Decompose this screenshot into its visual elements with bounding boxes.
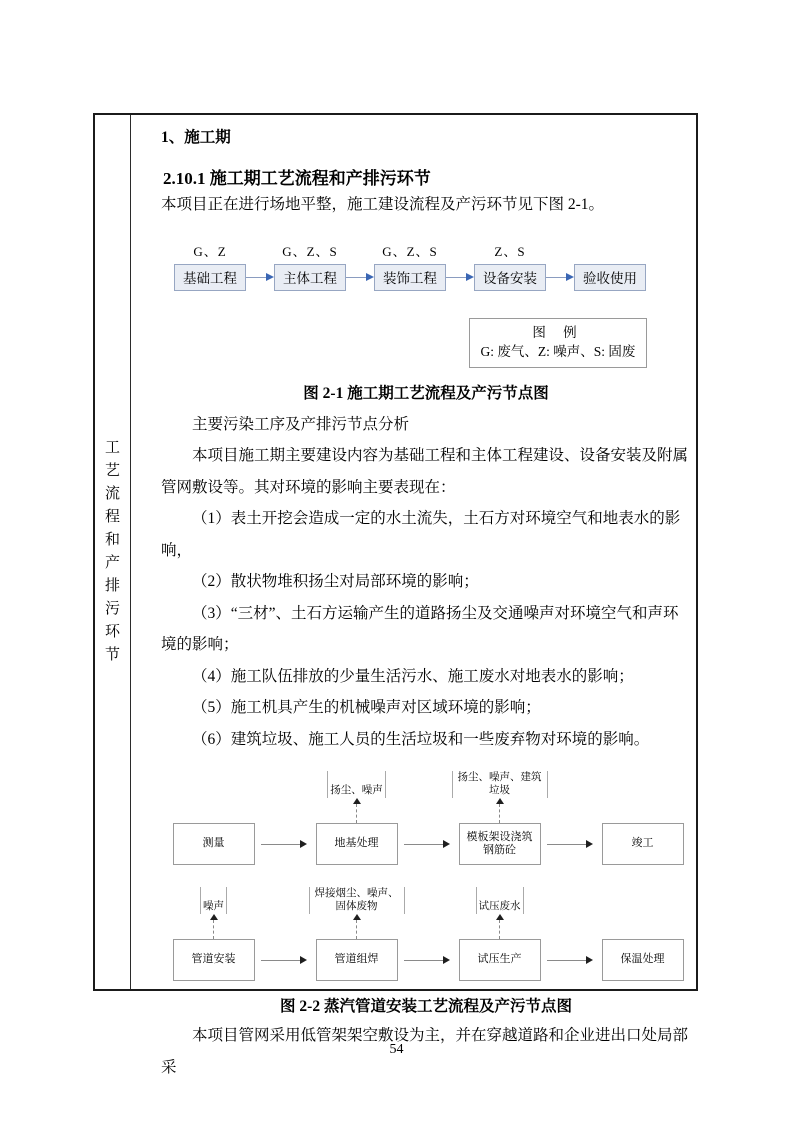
emission-code-label: G、Z、S bbox=[382, 243, 438, 259]
flow-stage bbox=[308, 771, 405, 865]
flow-arrow-icon bbox=[548, 823, 594, 865]
list-item-5: （5）施工机具产生的机械噪声对区域环境的影响； bbox=[192, 699, 541, 716]
body-paragraph: 本项目施工期主要建设内容为基础工程和主体工程建设、设备安装及附属管网敷设等。其对环境的影响主要表现在： bbox=[161, 447, 689, 496]
row-header-vertical-label: 工艺流程和产排污环节 bbox=[104, 440, 120, 663]
flow-arrow-icon bbox=[346, 241, 374, 291]
flow-arrow-icon bbox=[405, 939, 451, 981]
process-box: 保温处理 bbox=[602, 939, 684, 981]
emission-label: 扬尘、噪声、建筑垃圾 bbox=[452, 771, 548, 798]
flow-stage bbox=[308, 887, 405, 981]
process-box: 主体工程 bbox=[274, 264, 346, 291]
list-item-4: （4）施工队伍排放的少量生活污水、施工废水对地表水的影响； bbox=[192, 667, 634, 685]
dashed-up-arrow-icon bbox=[353, 914, 361, 939]
analysis-title: 主要污染工序及产排污节点分析 bbox=[192, 415, 410, 433]
flow-stage bbox=[174, 241, 246, 291]
list-item-6: （6）建筑垃圾、施工人员的生活垃圾和一些废弃物对环境的影响。 bbox=[192, 730, 650, 748]
emission-label: 焊接烟尘、噪声、固体废物 bbox=[309, 887, 405, 914]
section-heading: 1、施工期 bbox=[161, 129, 231, 146]
flow-stage bbox=[274, 241, 346, 291]
legend-body: G: 废气、Z: 噪声、S: 固废 bbox=[480, 343, 636, 359]
page-number: 54 bbox=[389, 1042, 404, 1057]
flow-arrow-icon bbox=[548, 939, 594, 981]
process-box: 验收使用 bbox=[574, 264, 646, 291]
figure-2-2-flowchart bbox=[165, 771, 691, 981]
process-box: 装饰工程 bbox=[374, 264, 446, 291]
flow-arrow-icon bbox=[246, 241, 274, 291]
emission-label: 扬尘、噪声 bbox=[327, 771, 386, 798]
process-box: 测量 bbox=[173, 823, 255, 865]
flow-stage bbox=[594, 771, 691, 865]
final-paragraph: 本项目管网采用低管架架空敷设为主，并在穿越道路和企业进出口处局部采 bbox=[161, 1027, 689, 1076]
process-box: 模板架设浇筑钢筋砼 bbox=[459, 823, 541, 865]
flow-arrow-icon bbox=[262, 939, 308, 981]
emission-code-label: Z、S bbox=[494, 243, 526, 259]
list-item-2: （2）散状物堆积扬尘对局部环境的影响； bbox=[192, 573, 479, 590]
process-box: 管道安装 bbox=[173, 939, 255, 981]
legend-title: 图 例 bbox=[532, 324, 584, 340]
row-header-cell bbox=[95, 115, 131, 989]
subsection-heading: 2.10.1 施工期工艺流程和产排污环节 bbox=[163, 169, 431, 188]
flow-arrow-icon bbox=[405, 823, 451, 865]
flow-stage bbox=[594, 887, 691, 981]
flow-stage bbox=[451, 771, 548, 865]
dashed-up-arrow-icon bbox=[496, 914, 504, 939]
process-box: 试压生产 bbox=[459, 939, 541, 981]
flow-stage bbox=[165, 887, 262, 981]
figure-2-2-caption: 图 2-2 蒸汽管道安装工艺流程及产污节点图 bbox=[280, 998, 572, 1015]
emission-code-label: G、Z、S bbox=[282, 243, 338, 259]
figure-2-1-flowchart bbox=[174, 241, 691, 291]
dashed-up-arrow-icon bbox=[210, 914, 218, 939]
emission-code-label: G、Z bbox=[193, 243, 227, 259]
process-box: 基础工程 bbox=[174, 264, 246, 291]
figure-legend bbox=[469, 318, 647, 368]
list-item-1: （1）表土开挖会造成一定的水土流失，土石方对环境空气和地表水的影响， bbox=[161, 510, 681, 559]
dashed-up-arrow-icon bbox=[353, 798, 361, 823]
flow-arrow-icon bbox=[546, 241, 574, 291]
dashed-up-arrow-icon bbox=[496, 798, 504, 823]
flow-stage bbox=[474, 241, 546, 291]
flow-stage bbox=[165, 771, 262, 865]
emission-label: 试压废水 bbox=[476, 887, 524, 914]
process-box: 管道组焊 bbox=[316, 939, 398, 981]
flow-row-1 bbox=[165, 771, 691, 865]
flow-row-2 bbox=[165, 887, 691, 981]
flow-stage bbox=[374, 241, 446, 291]
intro-paragraph: 本项目正在进行场地平整，施工建设流程及产污环节见下图 2-1。 bbox=[161, 196, 605, 213]
flow-arrow-icon bbox=[262, 823, 308, 865]
process-box: 竣工 bbox=[602, 823, 684, 865]
emission-label: 噪声 bbox=[200, 887, 227, 914]
process-box: 地基处理 bbox=[316, 823, 398, 865]
flow-stage bbox=[451, 887, 548, 981]
list-item-3: （3）“三材”、土石方运输产生的道路扬尘及交通噪声对环境空气和声环境的影响； bbox=[161, 604, 679, 653]
figure-2-1-caption: 图 2-1 施工期工艺流程及产污节点图 bbox=[303, 384, 549, 402]
flow-arrow-icon bbox=[446, 241, 474, 291]
process-box: 设备安装 bbox=[474, 264, 546, 291]
flow-stage bbox=[574, 241, 646, 291]
